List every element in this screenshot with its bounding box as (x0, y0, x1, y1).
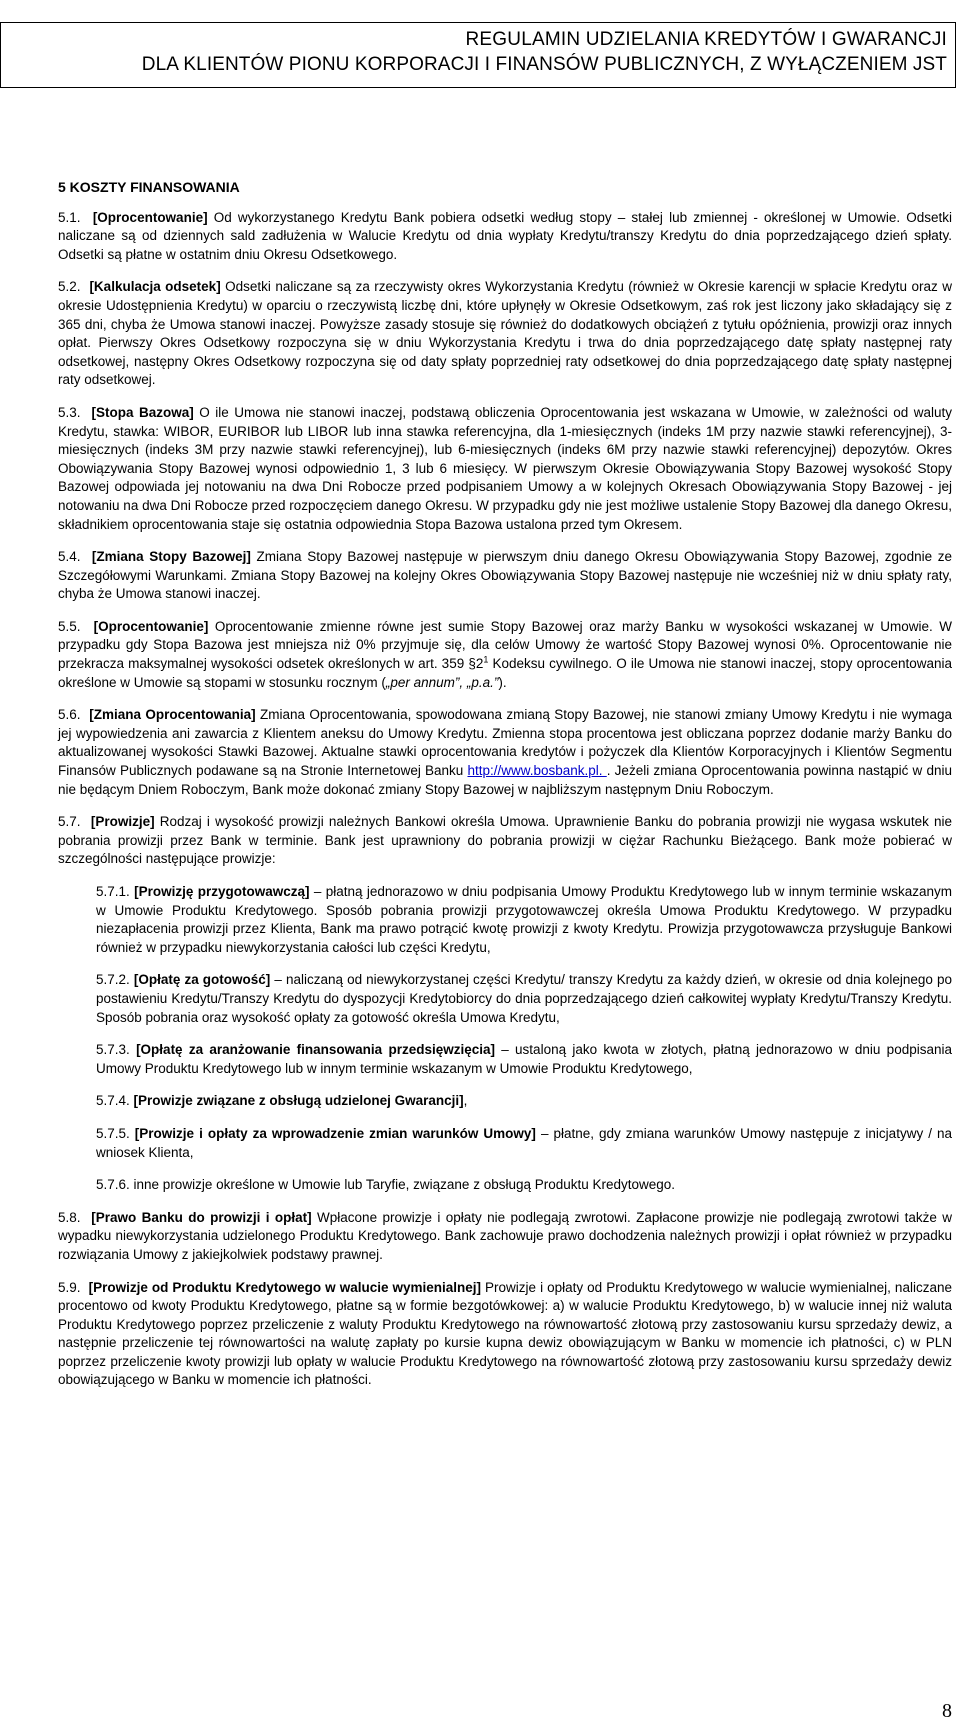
page-number: 8 (942, 1700, 952, 1722)
paragraph-title: [Stopa Bazowa] (91, 404, 194, 420)
paragraph-number: 5.7.2. (96, 972, 130, 988)
paragraph-title: [Prowizje od Produktu Kredytowego w walucie wymienialnej] (88, 1279, 482, 1295)
paragraph-5-7-5 (96, 1125, 952, 1162)
paragraph-title: [Prowizje] (90, 814, 155, 830)
paragraph-number: 5.9. (58, 1279, 81, 1295)
paragraph-5-8 (58, 1209, 952, 1265)
paragraph-5-4 (58, 548, 952, 604)
paragraph-text: – płatne, gdy zmiana warunków Umowy następuje z inicjatywy / na wniosek Klienta, (96, 1125, 952, 1160)
paragraph-text: Zmiana Stopy Bazowej następuje w pierwszym dniu danego Okresu Obowiązywania Stopy Bazowej, zgodnie ze Szczegółowymi Warunkami. Zmiana Stopy Bazowej na kolejny Okres Obowiązywania Stopy Bazowej następuje nie wcześniej niż w dniu spłaty raty, chyba że Umowa stanowi inaczej. (58, 549, 952, 602)
paragraph-5-7-3 (96, 1041, 952, 1078)
paragraph-5-7-1 (96, 883, 952, 957)
paragraph-text: Odsetki naliczane są za rzeczywisty okres Wykorzystania Kredytu (również w Okresie karencji w spłacie Kredytu oraz w okresie Udostępnienia Kredytu) w oparciu o rzeczywistą liczbę dni, które upłynęły w Okresie Odsetkowym, zaś rok jest liczony jako składający się z 365 dni, chyba że Umowa stanowi inaczej. Powyższe zasady stosuje się również do dodatkowych obciążeń z tytułu opóźnienia, prowizji oraz innych opłat. Pierwszy Okres Odsetkowy rozpoczyna się w dniu Wykorzystania Kredytu i trwa do dnia poprzedzającego datę spłaty następnej raty odsetkowej, następny Okres Odsetkowy rozpoczyna się od daty spłaty poprzedniej raty odsetkowej do dnia poprzedzającego datę spłaty następnej raty odsetkowej. (58, 279, 952, 388)
paragraph-5-2 (58, 278, 952, 390)
paragraph-title: [Zmiana Stopy Bazowej] (91, 549, 251, 565)
header-title-line1: REGULAMIN UDZIELANIA KREDYTÓW I GWARANCJI (465, 29, 947, 50)
paragraph-5-7-4 (96, 1092, 952, 1111)
paragraph-number: 5.8. (58, 1209, 81, 1225)
paragraph-text: Od wykorzystanego Kredytu Bank pobiera odsetki według stopy – stałej lub zmiennej - określonej w Umowie. Odsetki naliczane są od dziennych sald zadłużenia w Walucie Kredytu od dnia wypłaty Kredytu/transzy Kredytu do dnia poprzedzającego dzień spłaty. Odsetki są płatne w ostatnim dniu Okresu Odsetkowego. (58, 209, 952, 262)
paragraph-text: Rodzaj i wysokość prowizji należnych Bankowi określa Umowa. Uprawnienie Banku do pobrania prowizji nie wygasa wskutek nie pobrania prowizji przez Bank w terminie. Bank jest uprawniony do pobrania prowizji w ciężar Rachunku Bieżącego. Bank może pobierać w szczególności następujące prowizje: (58, 814, 952, 867)
paragraph-title: [Zmiana Oprocentowania] (89, 707, 256, 723)
paragraph-number: 5.7.1. (96, 884, 130, 899)
paragraph-number: 5.2. (58, 279, 81, 295)
paragraph-text: . Jeżeli zmiana Oprocentowania powinna nastąpić w dniu nie będącym Dniem Roboczym, Bank może dokonać zmiany Stopy Bazowej w najbliższym następnym Dniu Roboczym. (58, 763, 952, 797)
paragraph-text: Wpłacone prowizje i opłaty nie podlegają zwrotowi. Zapłacone prowizje nie podlegają zwrotowi także w wypadku niewykorzystania udzielonego Produktu Kredytowego. Bank zachowuje prawo dochodzenia należnych prowizji i opłat również w przypadku rozwiązania Umowy z jakiejkolwiek podstawy prawnej. (58, 1209, 952, 1262)
paragraph-number: 5.4. (58, 549, 81, 565)
paragraph-number: 5.3. (58, 404, 81, 420)
header-title-line2: DLA KLIENTÓW PIONU KORPORACJI I FINANSÓW PUBLICZNYCH, Z WYŁĄCZENIEM JST (141, 54, 947, 75)
paragraph-text: Prowizje i opłaty od Produktu Kredytowego w walucie wymienialnej, naliczane procentowo od kwoty Produktu Kredytowego, płatne są w formie bezgotówkowej: a) w walucie Produktu Kredytowego, b) w walucie innej niż waluta Produktu Kredytowego poprzez przeliczenie z waluty Produktu Kredytowego na równowartość złotową przy zastosowaniu kursu sprzedaży dewiz, a następnie przeliczenie tej równowartości na walutę zapłaty po kursie kupna dewiz obowiązującym w Banku w momencie ich płatności, c) w PLN poprzez przeliczenie kwoty prowizji lub opłaty w walucie Produktu Kredytowego na równowartość złotową przy zastosowaniu kursu sprzedaży dewiz obowiązującego w Banku w momencie ich płatności. (58, 1279, 952, 1388)
paragraph-5-5 (58, 618, 952, 692)
italic-text: „per annum”, „p.a.” (385, 674, 499, 690)
paragraph-text: Kodeksu cywilnego. O ile Umowa nie stanowi inaczej, stopy oprocentowania określone w Umowie są stopami w stosunku rocznym ( (58, 656, 952, 690)
paragraph-title: [Prowizje związane z obsługą udzielonej Gwarancji] (133, 1093, 464, 1109)
paragraph-number: 5.7. (58, 814, 81, 830)
section-title: 5 KOSZTY FINANSOWANIA (58, 179, 240, 195)
paragraph-number: 5.6. (58, 707, 81, 723)
paragraph-5-3 (58, 404, 952, 534)
paragraph-text: – płatną jednorazowo w dniu podpisania Umowy Produktu Kredytowego lub w innym terminie wskazanym w Umowie Produktu Kredytowego. Sposób pobrania prowizji przygotowawczej określa Umowa Produktu Kredytowego. W przypadku niezapłacenia prowizji przez Klienta, Bank ma prawo potrącić kwotę prowizji z kwoty Kredytu. Prowizja przygotowawcza przysługuje Bankowi również w przypadku niewykorzystania całości lub części Kredytu, (96, 884, 952, 955)
paragraph-text: – naliczaną od niewykorzystanej części Kredytu/ transzy Kredytu za każdy dzień, w okresie od dnia kolejnego po postawieniu Kredytu/Transzy Kredytu do dyspozycji Kredytobiorcy do dnia poprzedzającego dzień całkowitej wypłaty Kredytu/Transzy Kredytu. Sposób pobrania oraz wysokość opłaty za gotowość określa Umowa Kredytu, (96, 972, 952, 1025)
paragraph-number: 5.7.4. (96, 1093, 130, 1109)
paragraph-number: 5.1. (58, 209, 81, 225)
paragraph-text: Zmiana Oprocentowania, spowodowana zmianą Stopy Bazowej, nie stanowi zmiany Umowy Kredytu i nie wymaga jej wypowiedzenia ani zawarcia z Klientem aneksu do Umowy Kredytu. Zmienna stopa procentowa jest obliczana poprzez dodanie marży Banku do aktualizowanej wysokości Stawki Bazowej. Aktualne stawki oprocentowania kredytów i pożyczek dla Klientów Korporacyjnych i Klientów Segmentu Finansów Publicznych podawane są na Stronie Internetowej Banku (58, 707, 952, 779)
paragraph-title: [Oprocentowanie] (92, 209, 208, 225)
paragraph-title: [Kalkulacja odsetek] (89, 279, 221, 295)
paragraph-title: [Opłatę za gotowość] (133, 972, 271, 988)
paragraph-5-7-2 (96, 971, 952, 1027)
paragraph-text: ). (498, 674, 507, 690)
paragraph-5-7-6 (96, 1176, 952, 1195)
paragraph-number: 5.7.6. (96, 1177, 130, 1193)
paragraph-text: inne prowizje określone w Umowie lub Taryfie, związane z obsługą Produktu Kredytowego. (129, 1177, 676, 1193)
paragraph-5-9 (58, 1279, 952, 1391)
paragraph-text: O ile Umowa nie stanowi inaczej, podstawą obliczenia Oprocentowania jest wskazana w Umowie, w zależności od waluty Kredytu, stawka: WIBOR, EURIBOR lub LIBOR lub inna stawka referencyjna, dla 1-miesięcznych (indeks 1M przy nazwie stawki referencyjnej), 3-miesięcznych (indeks 3M przy nazwie stawki referencyjnej), lub 6-miesięcznych (indeks 6M przy nazwie stawki referencyjnej) depozytów. Okres Obowiązywania Stopy Bazowej wynosi odpowiednio 1, 3 lub 6 miesięcy. W pierwszym Okresie Obowiązywania Stopy Bazowej wysokość Stopy Bazowej odpowiada jej notowaniu na dwa Dni Robocze przed podpisaniem Umowy a w kolejnych Okresach Obowiązywania Stopy Bazowej - jej notowaniu na dwa Dni Robocze przed rozpoczęciem danego Okresu. W przypadku gdy nie jest możliwe ustalenie Stopy Bazowej dla danego Okresu, składnikiem oprocentowania staje się ostatnia odpowiednia Stopa Bazowa ustalona przed tym Okresem. (58, 404, 952, 532)
paragraph-text: Oprocentowanie zmienne równe jest sumie Stopy Bazowej oraz marży Banku w wysokości wskazanej w Umowie. W przypadku gdy Stopa Bazowa jest mniejsza niż 0% przyjmuje się, dla celów Umowy że wartość Stopy Bazowej wynosi 0%. Oprocentowanie nie przekracza maksymalnej wysokości odsetek określonych w art. 359 §2 (58, 618, 952, 672)
paragraph-title: [Opłatę za aranżowanie finansowania przedsięwzięcia] (136, 1042, 495, 1058)
paragraph-number: 5.5. (58, 618, 81, 634)
paragraph-title: [Prowizje i opłaty za wprowadzenie zmian warunków Umowy] (134, 1125, 536, 1141)
paragraph-5-7 (58, 813, 952, 869)
paragraph-title: [Oprocentowanie] (93, 618, 209, 634)
paragraph-text: , (463, 1093, 468, 1109)
paragraph-number: 5.7.5. (96, 1125, 130, 1141)
page-header (0, 22, 956, 88)
document-body (58, 178, 952, 1404)
superscript: 1 (483, 654, 489, 665)
paragraph-5-6 (58, 706, 952, 799)
bank-website-link[interactable]: http://www.bosbank.pl. (467, 763, 607, 779)
paragraph-title: [Prowizję przygotowawczą] (134, 884, 310, 899)
paragraph-number: 5.7.3. (96, 1042, 130, 1058)
paragraph-title: [Prawo Banku do prowizji i opłat] (91, 1209, 312, 1225)
paragraph-5-1 (58, 209, 952, 265)
paragraph-text: – ustaloną jako kwota w złotych, płatną jednorazowo w dniu podpisania Umowy Produktu Kredytowego lub w innym terminie wskazanym w Umowie Produktu Kredytowego, (96, 1042, 952, 1076)
